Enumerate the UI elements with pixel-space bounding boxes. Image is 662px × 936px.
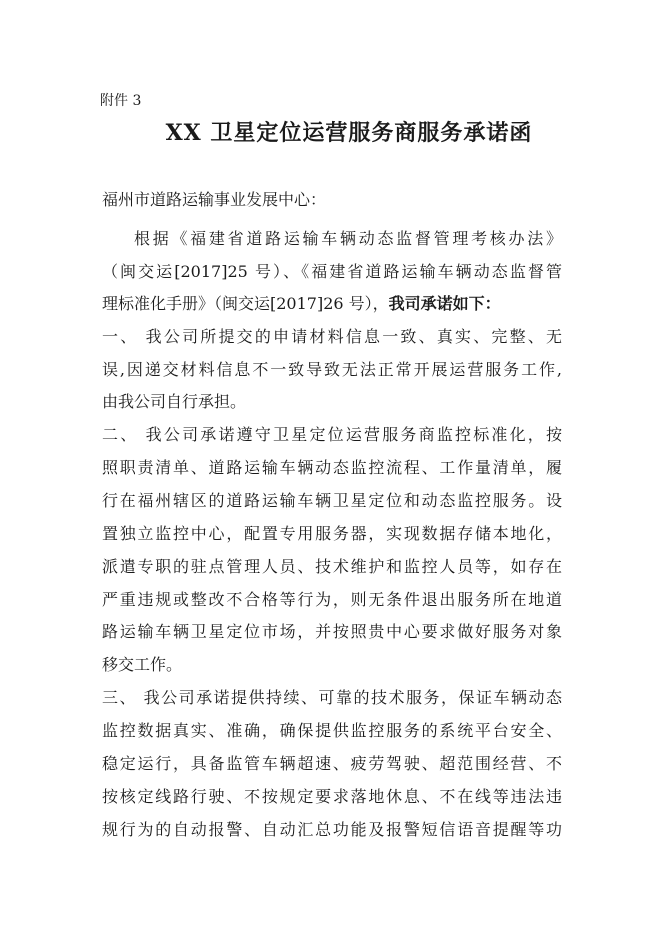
- clause-3-line: 按核定线路行驶、不按规定要求落地休息、不在线等违法违: [102, 787, 562, 806]
- document-title: XX 卫星定位运营服务商服务承诺函: [165, 120, 533, 146]
- clause-3-line: 监控数据真实、准确，确保提供监控服务的系统平台安全、: [102, 721, 562, 740]
- body-line: [102, 294, 562, 314]
- clause-3-line: 规行为的自动报警、自动汇总功能及报警短信语音提醒等功: [102, 820, 562, 839]
- commitment-lead: 我司承诺如下：: [388, 294, 501, 313]
- salutation: 福州市道路运输事业发展中心：: [102, 190, 327, 209]
- clause-1-line: 一、 我公司所提交的申请材料信息一致、真实、完整、无: [102, 327, 562, 346]
- clause-2-line: 行在福州辖区的道路运输车辆卫星定位和动态监控服务。设: [102, 491, 562, 510]
- clause-1-line: 由我公司自行承担。: [102, 392, 247, 411]
- body-line-text: 理标准化手册》（闽交运[2017]26 号），: [102, 294, 389, 313]
- clause-1-line: 误,因递交材料信息不一致导致无法正常开展运营服务工作,: [102, 360, 562, 379]
- body-line: （闽交运[2017]25 号）、《福建省道路运输车辆动态监督管: [102, 262, 562, 281]
- body-line: 根据《福建省道路运输车辆动态监督管理考核办法》: [134, 229, 562, 248]
- clause-2-line: 严重违规或整改不合格等行为，则无条件退出服务所在地道: [102, 590, 562, 609]
- clause-2-line: 照职责清单、道路运输车辆动态监控流程、工作量清单，履: [102, 458, 562, 477]
- clause-2-line: 二、 我公司承诺遵守卫星定位运营服务商监控标准化，按: [102, 425, 562, 444]
- clause-2-line: 置独立监控中心，配置专用服务器，实现数据存储本地化，: [102, 524, 562, 543]
- clause-2-line: 移交工作。: [102, 655, 183, 674]
- clause-2-line: 路运输车辆卫星定位市场，并按照贵中心要求做好服务对象: [102, 622, 562, 641]
- clause-3-line: 三、 我公司承诺提供持续、可靠的技术服务，保证车辆动态: [102, 688, 562, 707]
- attachment-label: 附件 3: [100, 93, 142, 109]
- clause-3-line: 稳定运行，具备监管车辆超速、疲劳驾驶、超范围经营、不: [102, 754, 562, 773]
- clause-2-line: 派遣专职的驻点管理人员、技术维护和监控人员等，如存在: [102, 557, 562, 576]
